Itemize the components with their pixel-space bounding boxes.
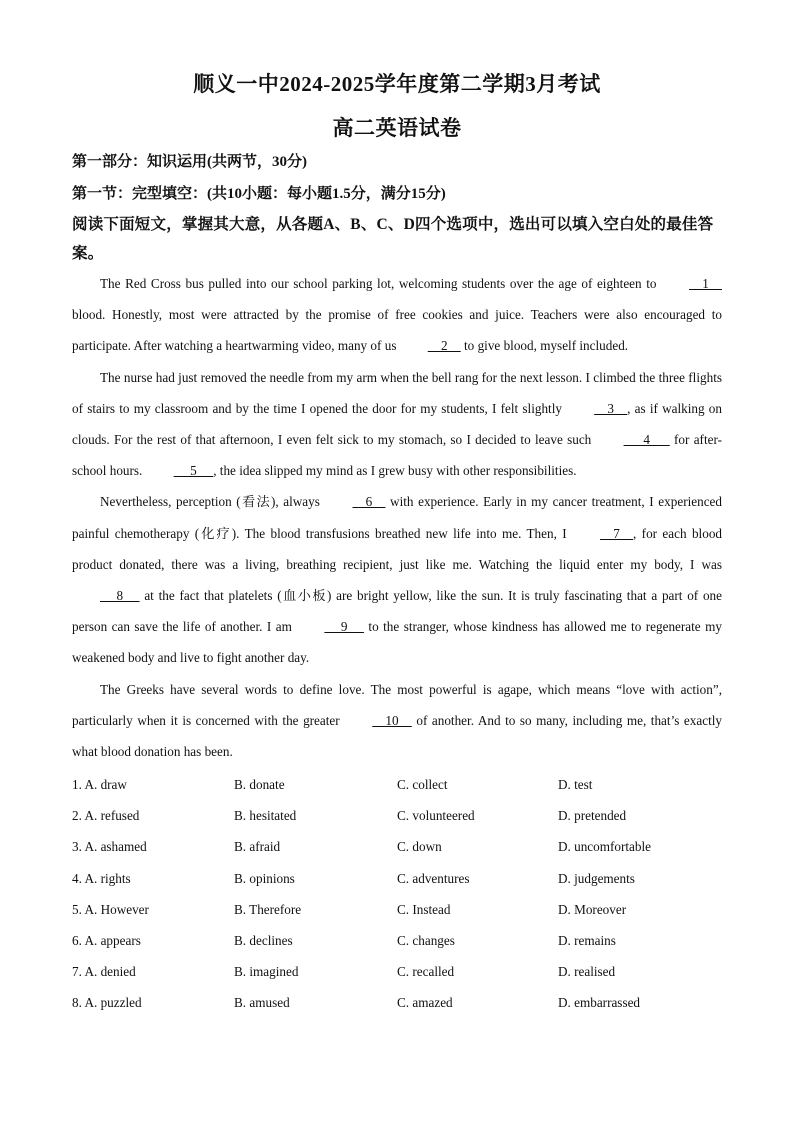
- option-row: [72, 894, 732, 925]
- passage-paragraph-3: [72, 486, 722, 673]
- answer-options: [72, 769, 732, 1019]
- option-a: 4. A. rights: [72, 870, 131, 886]
- passage-paragraph-2: [72, 362, 722, 487]
- option-a: 3. A. ashamed: [72, 839, 147, 855]
- option-row: [72, 769, 732, 800]
- option-c: C. amazed: [397, 995, 453, 1011]
- blank-6: 6: [352, 494, 386, 510]
- option-a: 1. A. draw: [72, 777, 127, 792]
- blank-1: 1: [689, 276, 722, 291]
- exam-title: 顺义一中2024-2025学年度第二学期3月考试: [193, 72, 601, 96]
- section-heading: 第一节：完型填空：(共10小题：每小题1.5分，满分15分): [72, 186, 446, 202]
- option-c: C. adventures: [397, 870, 470, 886]
- option-row: [72, 956, 732, 987]
- passage-text: at the fact that platelets (血小板) are bright yellow, like the sun. It is truly fascinating that a part of one person can save the life of another. I am: [72, 588, 722, 635]
- option-b: B. Therefore: [234, 901, 302, 917]
- option-c: C. Instead: [397, 901, 451, 917]
- option-d: D. uncomfortable: [558, 839, 652, 855]
- option-d: D. test: [558, 777, 593, 792]
- blank-10: 10: [372, 712, 412, 728]
- option-a: 7. A. denied: [72, 964, 136, 980]
- option-d: D. remains: [558, 932, 616, 948]
- option-d: D. Moreover: [558, 901, 627, 917]
- option-row: [72, 831, 732, 862]
- option-c: C. volunteered: [397, 808, 475, 824]
- option-b: B. imagined: [234, 964, 299, 980]
- option-b: B. afraid: [234, 839, 281, 855]
- option-c: C. changes: [397, 932, 455, 948]
- option-b: B. donate: [234, 777, 285, 792]
- blank-2: 2: [427, 338, 461, 354]
- blank-8: 8: [100, 588, 140, 604]
- passage-text: The Greeks have several words to define love. The most powerful is agape, which means “love with action”, particularly when it is concerned with the greater: [72, 681, 722, 728]
- instruction-text: 阅读下面短文，掌握其大意，从各题A、B、C、D四个选项中，选出可以填入空白处的最佳答案。: [72, 216, 714, 262]
- option-a: 2. A. refused: [72, 808, 140, 824]
- option-d: D. realised: [558, 964, 616, 980]
- passage-text: blood. Honestly, most were attracted by the promise of free cookies and juice. Teachers were also encouraged to participate. After watching a heartwarming video, many of us: [72, 307, 722, 354]
- option-row: [72, 925, 732, 956]
- blank-5: 5: [173, 463, 214, 479]
- cloze-passage: [72, 268, 722, 767]
- passage-text: , for each blood product donated, there was a living, breathing recipient, just like me. Watching the liquid enter my body, I was: [72, 525, 723, 572]
- option-b: B. opinions: [234, 870, 295, 886]
- option-row: [72, 800, 732, 831]
- blank-3: 3: [594, 400, 628, 416]
- option-c: C. down: [397, 839, 442, 855]
- passage-text: The Red Cross bus pulled into our school parking lot, welcoming students over the age of eighteen to: [100, 276, 662, 291]
- passage-text: to give blood, myself included.: [460, 338, 629, 354]
- option-c: C. collect: [397, 777, 448, 792]
- option-row: [72, 987, 732, 1018]
- passage-text: , as if walking on clouds. For the rest of that afternoon, I even felt sick to my stomach, so I decided to leave such: [72, 400, 722, 448]
- passage-text: for after-school hours.: [72, 432, 722, 479]
- passage-text: to the stranger, whose kindness has allowed me to regenerate my weakened body and live to fight another day.: [72, 619, 722, 666]
- option-d: D. pretended: [558, 808, 627, 824]
- option-c: C. recalled: [397, 964, 455, 980]
- passage-text: of another. And to so many, including me, that’s exactly what blood donation has been.: [72, 712, 722, 760]
- passage-paragraph-1: [72, 268, 722, 362]
- passage-text: The nurse had just removed the needle from my arm when the bell rang for the next lesson. I climbed the three flights of stairs to my classroom and by the time I opened the door for my students, I felt slightly: [72, 369, 722, 416]
- option-b: B. declines: [234, 932, 293, 948]
- exam-subtitle: 高二英语试卷: [332, 116, 462, 140]
- option-b: B. amused: [234, 995, 290, 1011]
- option-row: [72, 863, 732, 894]
- blank-7: 7: [600, 525, 634, 541]
- option-a: 8. A. puzzled: [72, 995, 142, 1011]
- passage-text: with experience. Early in my cancer treatment, I experienced painful chemotherapy (化疗). The blood transfusions breathed new life into me. Then, I: [72, 494, 722, 541]
- passage-text: Nevertheless, perception (看法), always: [100, 494, 325, 510]
- part-heading: 第一部分：知识运用(共两节，30分): [72, 154, 307, 170]
- passage-text: , the idea slipped my mind as I grew busy with other responsibilities.: [213, 463, 577, 479]
- option-a: 5. A. However: [72, 901, 149, 917]
- passage-paragraph-4: [72, 674, 722, 768]
- option-a: 6. A. appears: [72, 932, 141, 948]
- blank-9: 9: [324, 619, 364, 635]
- option-d: D. embarrassed: [558, 995, 641, 1011]
- blank-4: 4: [623, 432, 670, 448]
- option-b: B. hesitated: [234, 808, 297, 824]
- option-d: D. judgements: [558, 870, 635, 886]
